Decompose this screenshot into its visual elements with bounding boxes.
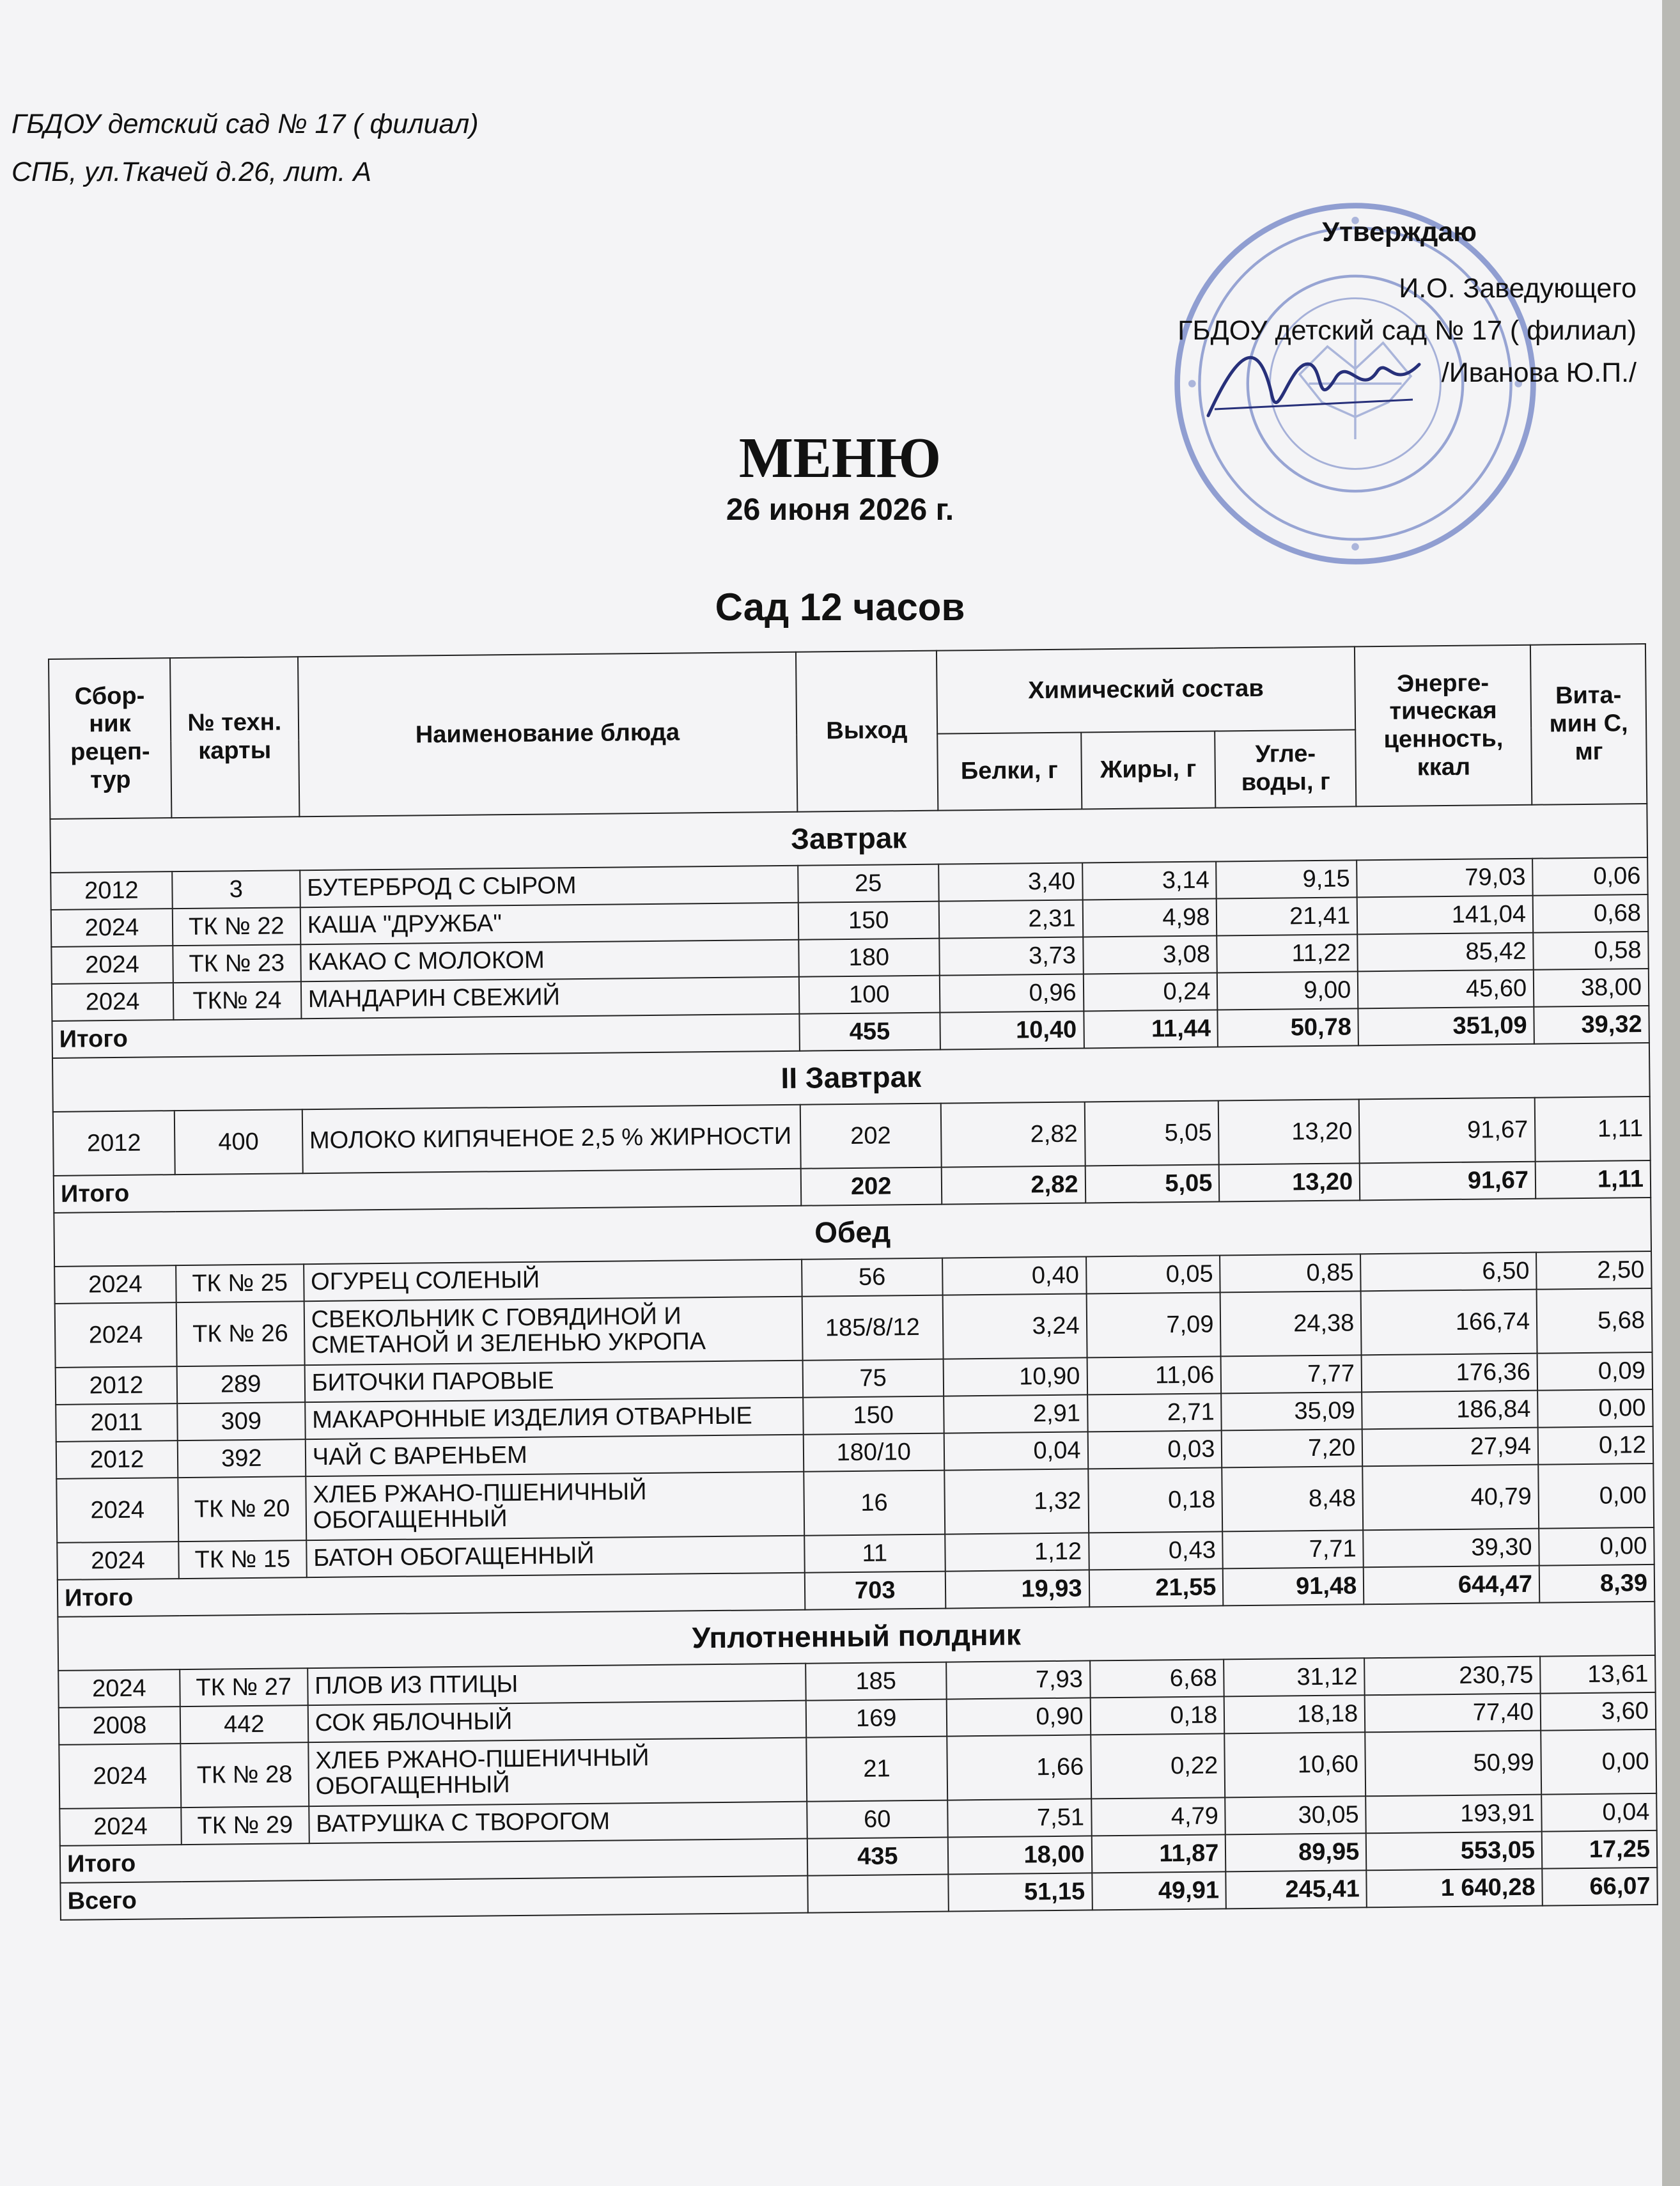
recipe-collection-cell: 2012 <box>53 1111 175 1176</box>
total-value-cell: 89,95 <box>1225 1833 1366 1871</box>
header-vitamin-c: Вита-мин С, мг <box>1530 644 1647 805</box>
output-cell: 202 <box>800 1104 942 1169</box>
protein-cell: 3,73 <box>939 937 1083 975</box>
header-output: Выход <box>796 651 938 812</box>
output-cell: 185 <box>805 1662 946 1701</box>
protein-cell: 0,96 <box>940 974 1084 1012</box>
protein-cell: 1,32 <box>944 1469 1089 1534</box>
energy-cell: 6,50 <box>1360 1253 1536 1292</box>
carbs-cell: 7,77 <box>1221 1355 1362 1393</box>
section-title: Уплотненный полдник <box>58 1602 1655 1671</box>
protein-cell: 1,66 <box>947 1735 1091 1800</box>
vitamin-c-cell: 0,00 <box>1539 1527 1654 1566</box>
carbs-cell: 9,15 <box>1217 860 1357 898</box>
protein-cell: 10,90 <box>943 1357 1087 1396</box>
energy-cell: 77,40 <box>1365 1694 1541 1733</box>
energy-cell: 91,67 <box>1359 1098 1536 1164</box>
recipe-collection-cell: 2024 <box>55 1302 177 1368</box>
carbs-cell: 24,38 <box>1220 1291 1362 1356</box>
protein-cell: 3,40 <box>938 863 1082 901</box>
dish-name-cell: ОГУРЕЦ СОЛЕНЫЙ <box>304 1260 802 1301</box>
card-number-cell: 442 <box>180 1705 308 1744</box>
card-number-cell: ТК № 15 <box>178 1540 306 1579</box>
energy-cell: 230,75 <box>1364 1657 1540 1696</box>
output-cell: 25 <box>798 864 938 903</box>
total-label: Итого <box>54 1169 801 1213</box>
header-dish-name: Наименование блюда <box>298 652 797 816</box>
energy-cell: 141,04 <box>1357 896 1533 935</box>
menu-table <box>48 643 1658 1921</box>
output-cell: 56 <box>802 1258 942 1297</box>
fat-cell: 0,05 <box>1086 1255 1220 1293</box>
document-date: 26 июня 2026 г. <box>726 493 954 527</box>
header-carbs: Угле-воды, г <box>1215 730 1357 808</box>
total-value-cell: 1,11 <box>1536 1160 1651 1199</box>
output-cell: 100 <box>799 976 940 1014</box>
dish-name-cell: ПЛОВ ИЗ ПТИЦЫ <box>307 1664 806 1705</box>
vitamin-c-cell: 13,61 <box>1540 1655 1655 1694</box>
total-value-cell: 18,00 <box>947 1836 1091 1874</box>
energy-cell: 193,91 <box>1365 1795 1541 1834</box>
energy-cell: 186,84 <box>1362 1391 1537 1430</box>
output-cell: 150 <box>803 1396 944 1435</box>
card-number-cell: ТК № 26 <box>176 1301 305 1366</box>
output-cell: 60 <box>807 1800 947 1839</box>
protein-cell: 2,82 <box>940 1102 1085 1167</box>
card-number-cell: ТК № 23 <box>173 944 300 983</box>
approval-position: И.О. Заведующего <box>1399 273 1637 304</box>
energy-cell: 45,60 <box>1358 970 1534 1009</box>
group-title: Сад 12 часов <box>715 586 965 628</box>
dish-name-cell: БАТОН ОБОГАЩЕННЫЙ <box>306 1536 805 1577</box>
card-number-cell: 289 <box>177 1365 305 1403</box>
recipe-collection-cell: 2024 <box>59 1744 181 1809</box>
carbs-cell: 8,48 <box>1222 1466 1364 1531</box>
total-label: Итого <box>60 1839 807 1883</box>
vitamin-c-cell: 3,60 <box>1541 1692 1656 1731</box>
vitamin-c-cell: 38,00 <box>1534 969 1649 1007</box>
output-cell: 185/8/12 <box>802 1295 943 1361</box>
recipe-collection-cell: 2008 <box>59 1706 180 1745</box>
total-output-cell: 435 <box>807 1838 948 1876</box>
output-cell: 150 <box>798 902 939 940</box>
fat-cell: 6,68 <box>1090 1659 1224 1698</box>
carbs-cell: 0,85 <box>1220 1254 1360 1292</box>
fat-cell: 3,14 <box>1082 861 1217 900</box>
header-fat: Жиры, г <box>1081 731 1216 809</box>
fat-cell: 2,71 <box>1087 1393 1222 1432</box>
protein-cell: 0,90 <box>946 1698 1090 1736</box>
dish-name-cell: МАКАРОННЫЕ ИЗДЕЛИЯ ОТВАРНЫЕ <box>305 1398 804 1439</box>
dish-name-cell: КАКАО С МОЛОКОМ <box>300 940 799 981</box>
organization-name: ГБДОУ детский сад № 17 ( филиал) <box>12 109 479 139</box>
carbs-cell: 35,09 <box>1222 1392 1362 1430</box>
fat-cell: 11,06 <box>1087 1356 1221 1394</box>
grand-total-label: Всего <box>60 1876 807 1920</box>
card-number-cell: 392 <box>178 1439 306 1478</box>
total-value-cell: 13,20 <box>1219 1163 1360 1201</box>
card-number-cell: 3 <box>172 870 300 909</box>
recipe-collection-cell: 2024 <box>58 1669 180 1708</box>
recipe-collection-cell: 2024 <box>56 1478 178 1543</box>
card-number-cell: 400 <box>175 1109 303 1175</box>
energy-cell: 40,79 <box>1362 1465 1539 1531</box>
card-number-cell: 309 <box>177 1402 305 1440</box>
total-value-cell: 39,32 <box>1534 1006 1649 1044</box>
menu-table-body <box>50 804 1657 1920</box>
dish-name-cell: СВЕКОЛЬНИК С ГОВЯДИНОЙ И СМЕТАНОЙ И ЗЕЛЕНЬЮ УКРОПА <box>304 1297 802 1365</box>
grand-total-value-cell: 51,15 <box>948 1873 1092 1911</box>
section-title: II Завтрак <box>52 1043 1650 1112</box>
protein-cell: 2,91 <box>944 1394 1087 1433</box>
fat-cell: 0,18 <box>1090 1696 1224 1735</box>
total-value-cell: 91,67 <box>1360 1162 1536 1201</box>
energy-cell: 79,03 <box>1357 859 1532 898</box>
protein-cell: 3,24 <box>942 1293 1087 1359</box>
card-number-cell: ТК № 29 <box>181 1806 309 1845</box>
total-value-cell: 8,39 <box>1539 1565 1654 1603</box>
total-value-cell: 2,82 <box>941 1166 1085 1204</box>
output-cell: 180/10 <box>804 1433 944 1472</box>
dish-name-cell: МОЛОКО КИПЯЧЕНОЕ 2,5 % ЖИРНОСТИ <box>302 1105 801 1173</box>
protein-cell: 1,12 <box>945 1533 1089 1571</box>
total-value-cell: 644,47 <box>1364 1566 1539 1605</box>
total-value-cell: 11,87 <box>1091 1834 1225 1873</box>
protein-cell: 0,40 <box>942 1256 1086 1295</box>
protein-cell: 2,31 <box>938 900 1082 938</box>
card-number-cell: ТК № 25 <box>176 1264 304 1302</box>
carbs-cell: 7,71 <box>1223 1530 1364 1568</box>
vitamin-c-cell: 2,50 <box>1536 1251 1651 1290</box>
total-value-cell: 19,93 <box>945 1570 1089 1608</box>
card-number-cell: ТК № 20 <box>178 1476 306 1542</box>
total-value-cell: 50,78 <box>1218 1008 1358 1047</box>
header-chemical-composition: Химический состав <box>937 646 1356 733</box>
recipe-collection-cell: 2024 <box>54 1265 176 1304</box>
total-value-cell: 21,55 <box>1089 1568 1223 1607</box>
vitamin-c-cell: 0,68 <box>1533 894 1648 933</box>
carbs-cell: 13,20 <box>1218 1099 1360 1164</box>
output-cell: 11 <box>804 1534 945 1573</box>
energy-cell: 85,42 <box>1357 933 1533 972</box>
document-title: МЕНЮ <box>738 426 942 490</box>
total-label: Итого <box>52 1014 799 1058</box>
carbs-cell: 30,05 <box>1225 1796 1366 1834</box>
carbs-cell: 18,18 <box>1224 1695 1365 1733</box>
vitamin-c-cell: 0,00 <box>1537 1389 1653 1428</box>
recipe-collection-cell: 2011 <box>56 1403 177 1442</box>
card-number-cell: ТК № 22 <box>173 907 300 946</box>
card-number-cell: ТК№ 24 <box>173 981 301 1020</box>
recipe-collection-cell: 2024 <box>57 1542 178 1580</box>
total-label: Итого <box>58 1573 805 1617</box>
vitamin-c-cell: 0,06 <box>1532 857 1647 896</box>
recipe-collection-cell: 2012 <box>56 1366 177 1405</box>
dish-name-cell: СОК ЯБЛОЧНЫЙ <box>307 1701 806 1742</box>
section-title: Завтрак <box>50 804 1647 873</box>
recipe-collection-cell: 2024 <box>51 946 173 984</box>
header-protein: Белки, г <box>937 732 1082 810</box>
signature-icon <box>1202 320 1432 435</box>
vitamin-c-cell: 0,12 <box>1538 1426 1653 1465</box>
fat-cell: 0,24 <box>1083 972 1217 1011</box>
energy-cell: 50,99 <box>1365 1731 1541 1797</box>
dish-name-cell: МАНДАРИН СВЕЖИЙ <box>301 977 800 1019</box>
recipe-collection-cell: 2024 <box>59 1807 181 1846</box>
protein-cell: 7,51 <box>947 1799 1091 1837</box>
dish-name-cell: ЧАЙ С ВАРЕНЬЕМ <box>306 1435 804 1476</box>
dish-name-cell: БУТЕРБРОД С СЫРОМ <box>300 866 798 907</box>
vitamin-c-cell: 0,09 <box>1537 1352 1653 1391</box>
total-value-cell: 5,05 <box>1085 1164 1219 1203</box>
output-cell: 75 <box>802 1359 943 1398</box>
total-value-cell: 91,48 <box>1223 1567 1364 1605</box>
organization-address: СПБ, ул.Ткачей д.26, лит. А <box>12 157 372 187</box>
output-cell: 21 <box>806 1737 947 1802</box>
recipe-collection-cell: 2012 <box>51 871 172 910</box>
card-number-cell: ТК № 28 <box>180 1742 309 1807</box>
total-output-cell: 455 <box>799 1013 940 1051</box>
carbs-cell: 31,12 <box>1224 1658 1365 1696</box>
grand-total-output-cell <box>807 1875 948 1913</box>
fat-cell: 4,79 <box>1091 1797 1225 1836</box>
dish-name-cell: ВАТРУШКА С ТВОРОГОМ <box>309 1802 807 1843</box>
protein-cell: 0,04 <box>944 1432 1087 1470</box>
output-cell: 180 <box>798 939 939 977</box>
carbs-cell: 10,60 <box>1225 1732 1366 1797</box>
protein-cell: 7,93 <box>946 1660 1090 1699</box>
grand-total-value-cell: 1 640,28 <box>1367 1869 1543 1908</box>
fat-cell: 0,03 <box>1087 1430 1222 1469</box>
dish-name-cell: ХЛЕБ РЖАНО-ПШЕНИЧНЫЙ ОБОГАЩЕННЫЙ <box>308 1738 807 1806</box>
vitamin-c-cell: 0,00 <box>1538 1464 1654 1529</box>
fat-cell: 0,43 <box>1089 1531 1223 1570</box>
total-value-cell: 351,09 <box>1358 1007 1534 1046</box>
total-output-cell: 202 <box>801 1167 942 1206</box>
dish-name-cell: КАША "ДРУЖБА" <box>300 903 799 944</box>
header-collection: Сбор-ник рецеп-тур <box>49 658 171 819</box>
carbs-cell: 21,41 <box>1217 897 1357 935</box>
output-cell: 16 <box>804 1471 945 1536</box>
vitamin-c-cell: 0,04 <box>1541 1793 1656 1832</box>
vitamin-c-cell: 0,00 <box>1541 1729 1656 1795</box>
fat-cell: 4,98 <box>1082 898 1217 937</box>
total-value-cell: 553,05 <box>1366 1832 1542 1871</box>
header-card-number: № техн. карты <box>170 657 299 818</box>
carbs-cell: 7,20 <box>1222 1429 1362 1467</box>
energy-cell: 27,94 <box>1362 1428 1538 1467</box>
fat-cell: 7,09 <box>1086 1292 1221 1357</box>
fat-cell: 5,05 <box>1084 1100 1219 1166</box>
energy-cell: 166,74 <box>1361 1290 1537 1355</box>
grand-total-value-cell: 66,07 <box>1542 1868 1657 1906</box>
total-value-cell: 17,25 <box>1542 1831 1657 1869</box>
approval-signatory: /Иванова Ю.П./ <box>1441 357 1637 388</box>
energy-cell: 39,30 <box>1363 1529 1539 1568</box>
recipe-collection-cell: 2024 <box>52 983 173 1021</box>
approval-label: Утверждаю <box>1322 217 1477 247</box>
total-value-cell: 11,44 <box>1084 1010 1218 1048</box>
section-title: Обед <box>54 1198 1651 1267</box>
energy-cell: 176,36 <box>1362 1354 1537 1393</box>
recipe-collection-cell: 2024 <box>51 909 173 947</box>
carbs-cell: 9,00 <box>1217 971 1358 1010</box>
card-number-cell: ТК № 27 <box>180 1668 307 1706</box>
approval-organization: ГБДОУ детский сад № 17 ( филиал) <box>1178 315 1637 346</box>
total-value-cell: 10,40 <box>940 1011 1084 1049</box>
grand-total-value-cell: 49,91 <box>1092 1871 1226 1910</box>
fat-cell: 0,22 <box>1091 1733 1225 1799</box>
vitamin-c-cell: 5,68 <box>1537 1288 1653 1354</box>
recipe-collection-cell: 2012 <box>56 1440 178 1479</box>
grand-total-value-cell: 245,41 <box>1226 1870 1367 1909</box>
fat-cell: 0,18 <box>1088 1467 1223 1533</box>
header-energy: Энерге-тическая ценность, ккал <box>1355 645 1532 807</box>
vitamin-c-cell: 1,11 <box>1535 1097 1651 1162</box>
carbs-cell: 11,22 <box>1217 934 1358 972</box>
fat-cell: 3,08 <box>1083 935 1217 974</box>
vitamin-c-cell: 0,58 <box>1533 932 1648 970</box>
total-output-cell: 703 <box>805 1572 945 1610</box>
dish-name-cell: БИТОЧКИ ПАРОВЫЕ <box>304 1361 803 1402</box>
output-cell: 169 <box>806 1699 947 1738</box>
dish-name-cell: ХЛЕБ РЖАНО-ПШЕНИЧНЫЙ ОБОГАЩЕННЫЙ <box>306 1472 804 1540</box>
